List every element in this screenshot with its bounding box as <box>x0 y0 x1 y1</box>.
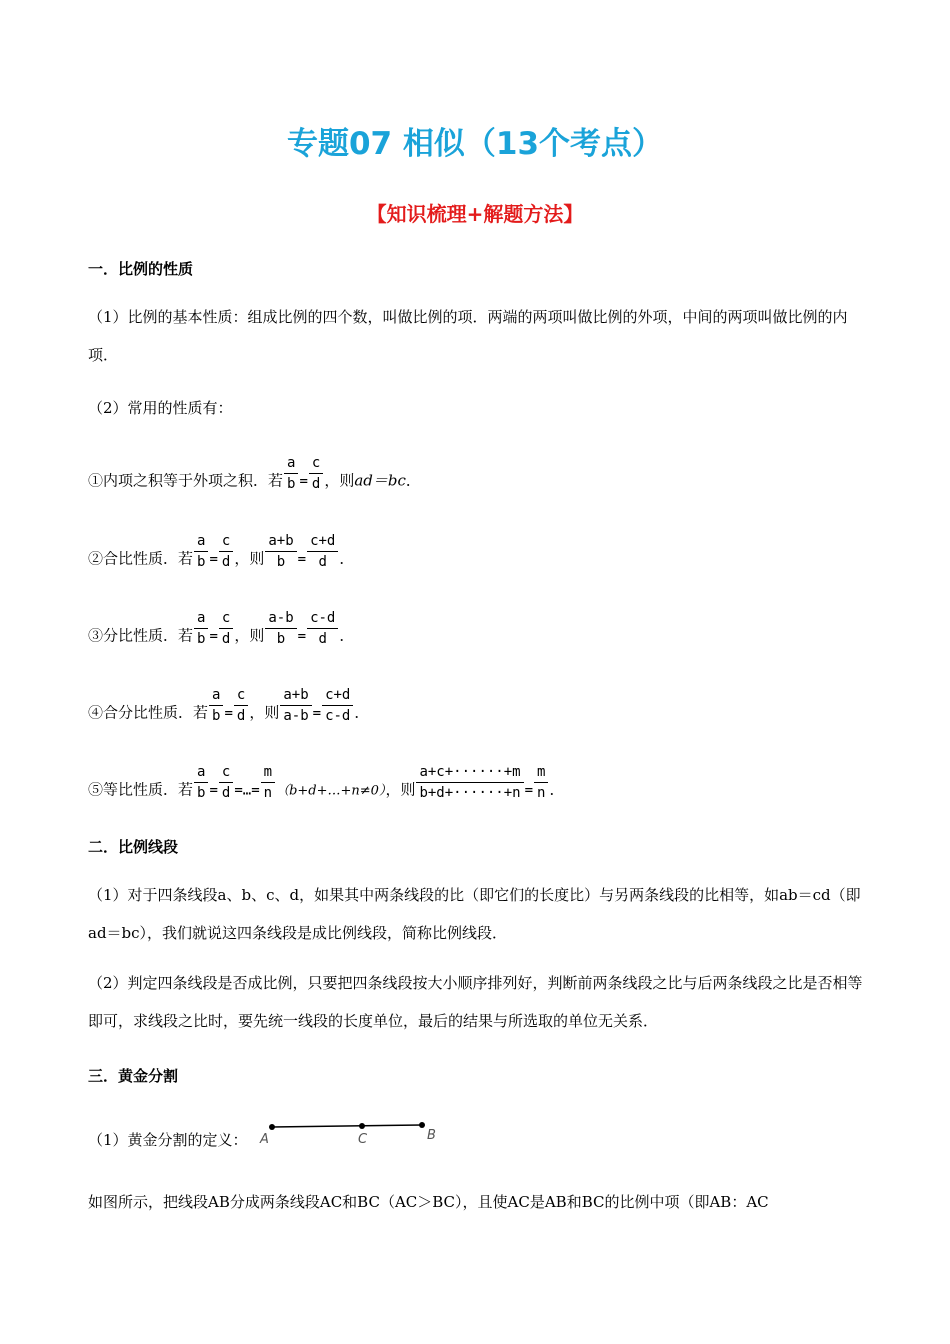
fraction-a-b: $\frac{a}{b}$ <box>194 532 208 571</box>
fraction-c-d: $\frac{c}{d}$ <box>219 532 233 571</box>
property-label: ⑤等比性质．若 <box>88 780 194 799</box>
fraction-a-b: $\frac{a}{b}$ <box>209 686 223 725</box>
property-item-1: ①内项之积等于外项之积．若 $\frac{a}{b}$ = $\frac{c}{d}$ ，则ad＝bc． <box>88 455 421 492</box>
fraction-result-left: $\frac{a+c+\cdot\cdot\cdot\cdot\cdot\cdot+m}{b+d+\cdot\cdot\cdot\cdot\cdot\cdot+n}$ <box>416 763 523 802</box>
fraction-result-right: $\frac{c+d}{c-d}$ <box>322 686 353 725</box>
paragraph-golden-definition: （1）黄金分割的定义： <box>88 1131 248 1149</box>
section-heading-proportional-segments: 二．比例线段 <box>88 838 179 856</box>
fraction-result-right: $\frac{c+d}{d}$ <box>307 532 338 571</box>
page-title: 专题07 相似（13个考点） <box>286 126 664 162</box>
point-a <box>269 1124 275 1130</box>
paragraph-basic-property: （1）比例的基本性质：组成比例的四个数，叫做比例的项．两端的两项叫做比例的外项，中间的两项叫做比例的内项． <box>88 308 848 364</box>
product-result: ad＝bc <box>354 471 406 490</box>
segment-ab <box>272 1125 422 1127</box>
golden-section-diagram <box>255 1112 445 1152</box>
fraction-a-b: $\frac{a}{b}$ <box>194 763 208 802</box>
fraction-c-d: $\frac{c}{d}$ <box>234 686 248 725</box>
paragraph-segment-judgement: （2）判定四条线段是否成比例，只要把四条线段按大小顺序排列好，判断前两条线段之比与后两条线段之比是否相等即可，求线段之比时，要先统一线段的长度单位，最后的结果与所选取的单位无关系． <box>88 974 863 1030</box>
fraction-c-d: $\frac{c}{d}$ <box>309 454 323 493</box>
label-a: A <box>260 1132 269 1147</box>
point-c <box>359 1123 365 1129</box>
fraction-a-b: $\frac{a}{b}$ <box>284 454 298 493</box>
label-b: B <box>427 1128 436 1143</box>
property-label: ①内项之积等于外项之积．若 <box>88 471 284 490</box>
property-label: ④合分比性质．若 <box>88 703 209 722</box>
property-item-4: ④合分比性质．若 $\frac{a}{b}$ = $\frac{c}{d}$ ，则 $\frac{a+b}{a-b}$ = $\frac{c+d}{c-d}$ ． <box>88 687 370 724</box>
section-heading-ratio-properties: 一．比例的性质 <box>88 260 194 278</box>
point-b <box>419 1122 425 1128</box>
property-item-3: ③分比性质．若 $\frac{a}{b}$ = $\frac{c}{d}$ ，则 $\frac{a-b}{b}$ = $\frac{c-d}{d}$ ． <box>88 610 355 647</box>
fraction-a-b: $\frac{a}{b}$ <box>194 609 208 648</box>
fraction-c-d: $\frac{c}{d}$ <box>219 609 233 648</box>
fraction-result-left: $\frac{a+b}{a-b}$ <box>280 686 311 725</box>
property-item-2: ②合比性质．若 $\frac{a}{b}$ = $\frac{c}{d}$ ，则 $\frac{a+b}{b}$ = $\frac{c+d}{d}$ ． <box>88 533 355 570</box>
paragraph-golden-description: 如图所示，把线段AB分成两条线段AC和BC（AC＞BC），且使AC是AB和BC的比例中项（即AB：AC <box>88 1193 769 1211</box>
property-item-5: ⑤等比性质．若 $\frac{a}{b}$ = $\frac{c}{d}$ =…= $\frac{m}{n}$ （b+d+…+n≠0），则 $\frac{a+c+\cdot\cdot\cdot\cdot\cdot\cdot+m}{b+d+\cdot\cdot\cdot\cdot\cdot\cdot+n}$ = $\frac{m}{n}$ ． <box>88 764 565 801</box>
fraction-result-right: $\frac{c-d}{d}$ <box>307 609 338 648</box>
label-c: C <box>358 1132 368 1147</box>
property-label: ③分比性质．若 <box>88 626 194 645</box>
page-subtitle: 【知识梳理+解题方法】 <box>366 202 584 226</box>
fraction-result-right: $\frac{m}{n}$ <box>534 763 548 802</box>
paragraph-common-properties: （2）常用的性质有： <box>88 399 233 417</box>
fraction-m-n: $\frac{m}{n}$ <box>261 763 275 802</box>
section-heading-golden-section: 三．黄金分割 <box>88 1067 179 1085</box>
paragraph-segment-definition: （1）对于四条线段a、b、c、d，如果其中两条线段的比（即它们的长度比）与另两条线段的比相等，如ab＝cd（即ad＝bc），我们就说这四条线段是成比例线段，简称比例线段． <box>88 886 861 942</box>
property-label: ②合比性质．若 <box>88 549 194 568</box>
nonzero-condition: （b+d+…+n≠0） <box>276 783 386 799</box>
fraction-result-left: $\frac{a-b}{b}$ <box>265 609 296 648</box>
fraction-result-left: $\frac{a+b}{b}$ <box>265 532 296 571</box>
fraction-c-d: $\frac{c}{d}$ <box>219 763 233 802</box>
